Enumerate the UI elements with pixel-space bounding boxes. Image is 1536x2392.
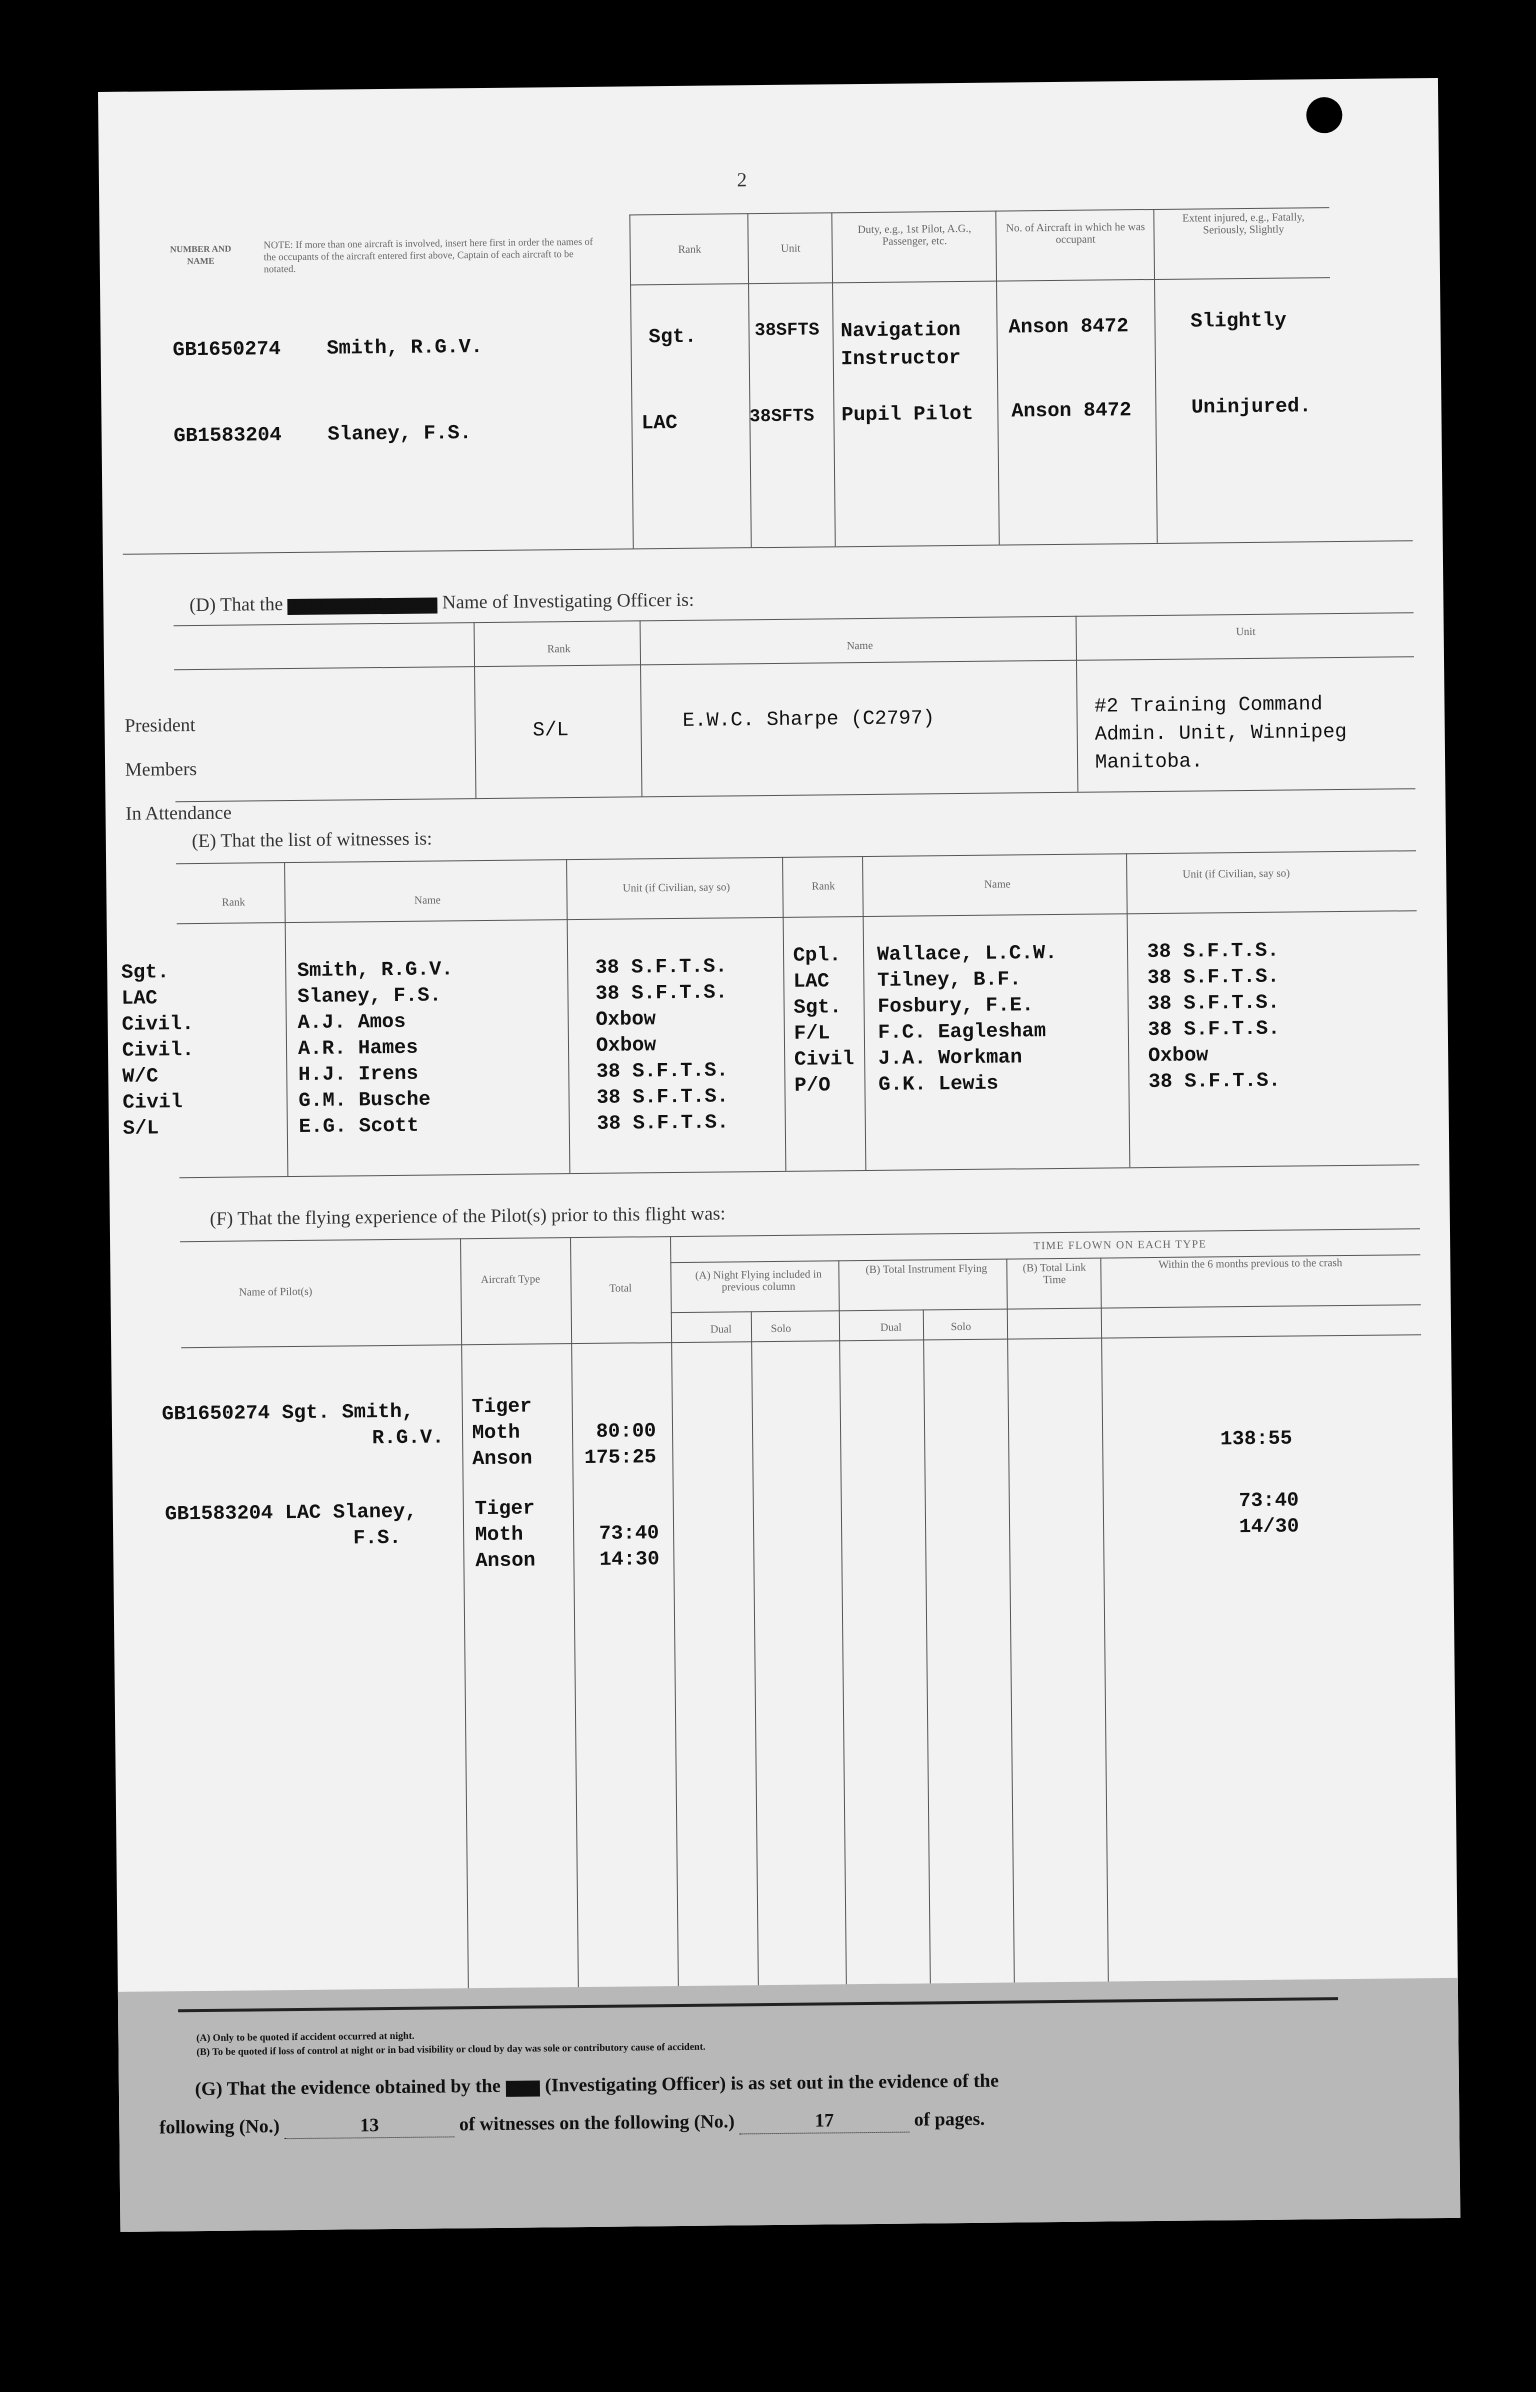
section-g-text-2: (Investigating Officer) is as set out in the evidence of the xyxy=(544,2070,999,2097)
occupant-1-duty: Navigation Instructor xyxy=(840,318,961,372)
footnote-b: (B) To be quoted if loss of control at night or in bad visibility or cloud by day was sole or contributory cause of accident. xyxy=(196,2041,706,2059)
witness-left-unit: 38 S.F.T.S. xyxy=(596,1111,729,1136)
section-d-redaction: XXXXXXXXXXXXXXXX xyxy=(288,597,438,615)
night-flying-header: (A) Night Flying included in previous column xyxy=(695,1268,822,1294)
occupant-1-unit: 38SFTS xyxy=(754,320,820,342)
instrument-solo-header: Solo xyxy=(950,1320,972,1334)
witness-left-rank: Civil. xyxy=(121,1039,195,1063)
role-president: President xyxy=(124,715,196,737)
witness-left-name: E.G. Scott xyxy=(298,1114,419,1139)
pilot-2-type-3: Anson xyxy=(475,1549,536,1574)
witness-rank-header-left: Rank xyxy=(221,896,246,909)
section-d-name-header: Name xyxy=(846,639,874,653)
witness-left-unit: Oxbow xyxy=(595,1008,656,1032)
witness-left-name: A.R. Hames xyxy=(297,1036,419,1061)
col-duty-header: Duty, e.g., 1st Pilot, A.G., Passenger, etc. xyxy=(857,222,972,248)
section-f-heading: (F) That the flying experience of the Pilot(s) prior to this flight was: xyxy=(209,1203,726,1230)
night-dual-header: Dual xyxy=(710,1323,732,1336)
instrument-dual-header: Dual xyxy=(880,1321,902,1334)
witness-right-unit: 38 S.F.T.S. xyxy=(1146,939,1280,965)
witness-name-header-right: Name xyxy=(984,878,1011,891)
total-header: Total xyxy=(609,1282,632,1295)
witness-right-rank: F/L xyxy=(793,1022,831,1046)
investigating-officer-unit-line-2: Admin. Unit, Winnipeg xyxy=(1094,720,1347,747)
section-d-unit-header: Unit xyxy=(1235,625,1256,639)
pilot-1-type-3: Anson xyxy=(472,1447,533,1472)
witness-left-unit: 38 S.F.T.S. xyxy=(596,1059,729,1084)
occupant-2-name: Slaney, F.S. xyxy=(327,422,472,447)
document-page xyxy=(98,78,1460,2232)
witness-left-unit: 38 S.F.T.S. xyxy=(596,1085,729,1110)
witness-left-rank: Sgt. xyxy=(121,961,170,985)
pilot-1-name-line-1: GB1650274 Sgt. Smith, xyxy=(161,1400,415,1427)
witness-right-unit: 38 S.F.T.S. xyxy=(1147,991,1280,1017)
witness-right-unit: 38 S.F.T.S. xyxy=(1147,965,1280,991)
section-g-text-1: (G) That the evidence obtained by the xyxy=(194,2075,501,2101)
page-number: 2 xyxy=(736,169,748,192)
witness-left-unit: Oxbow xyxy=(595,1034,657,1058)
section-g-text-4: of witnesses on the following (No.) xyxy=(459,2111,735,2136)
link-time-header: (B) Total Link Time xyxy=(1022,1261,1087,1287)
pilot-2-six-months-1: 73:40 xyxy=(1238,1489,1299,1514)
witness-right-name: F.C. Eaglesham xyxy=(877,1020,1047,1045)
witness-right-unit: 38 S.F.T.S. xyxy=(1148,1069,1281,1095)
role-in-attendance: In Attendance xyxy=(125,802,232,825)
occupant-2-duty: Pupil Pilot xyxy=(841,402,974,428)
pilot-2-name-line-2: F.S. xyxy=(353,1526,402,1551)
pilot-2-six-months-2: 14/30 xyxy=(1238,1515,1300,1540)
witness-count-field: 13 xyxy=(284,2114,454,2139)
witness-right-name: G.K. Lewis xyxy=(878,1072,999,1097)
section-d-label: (D) That the xyxy=(189,594,284,617)
witness-right-name: Wallace, L.C.W. xyxy=(876,942,1058,967)
section-e-heading: (E) That the list of witnesses is: xyxy=(191,828,433,853)
time-flown-header: TIME FLOWN ON EACH TYPE xyxy=(1033,1238,1207,1253)
section-g-text-5: of pages. xyxy=(914,2108,985,2131)
witness-right-name: Tilney, B.F. xyxy=(877,968,1022,993)
witness-left-unit: 38 S.F.T.S. xyxy=(595,955,728,980)
witness-unit-header-right: Unit (if Civilian, say so) xyxy=(1182,867,1290,881)
pilot-1-total-1: 80:00 xyxy=(595,1420,657,1444)
witness-unit-header-left: Unit (if Civilian, say so) xyxy=(622,881,731,895)
section-g-redaction: Court xyxy=(505,2080,540,2096)
witness-left-name: Smith, R.G.V. xyxy=(297,958,454,983)
section-d-rank-header: Rank xyxy=(547,643,571,656)
witness-left-rank: Civil. xyxy=(121,1013,194,1037)
punch-hole xyxy=(1306,97,1342,133)
col-injury-header: Extent injured, e.g., Fatally, Seriously, Slightly xyxy=(1182,211,1305,237)
witness-left-name: Slaney, F.S. xyxy=(297,984,442,1009)
witness-left-rank: LAC xyxy=(121,987,158,1011)
witness-name-header-left: Name xyxy=(414,894,441,907)
pilot-2-total-2: 14:30 xyxy=(599,1548,660,1572)
witness-rank-header-right: Rank xyxy=(811,880,836,893)
witness-right-rank: Civil xyxy=(794,1048,855,1072)
pilot-1-type-1: Tiger xyxy=(471,1395,532,1420)
col-aircraft-header: No. of Aircraft in which he was occupant xyxy=(1005,221,1146,246)
occupant-2-number: GB1583204 xyxy=(173,424,282,449)
pilot-2-total-1: 73:40 xyxy=(599,1522,660,1546)
witness-left-name: H.J. Irens xyxy=(298,1062,419,1087)
pilot-2-type-1: Tiger xyxy=(474,1497,535,1522)
role-members: Members xyxy=(124,759,197,781)
witness-right-unit: Oxbow xyxy=(1148,1044,1209,1069)
investigating-officer-unit-line-1: #2 Training Command xyxy=(1094,693,1323,719)
night-solo-header: Solo xyxy=(770,1322,792,1336)
pilot-1-six-months: 138:55 xyxy=(1220,1427,1293,1452)
occupant-2-unit: 38SFTS xyxy=(749,406,815,428)
investigating-officer-rank: S/L xyxy=(532,719,569,743)
witness-right-rank: P/O xyxy=(794,1074,831,1098)
witness-left-rank: S/L xyxy=(122,1117,159,1141)
section-d-heading xyxy=(189,590,694,617)
col-unit-header: Unit xyxy=(780,242,801,255)
occupant-1-name: Smith, R.G.V. xyxy=(326,335,483,361)
six-months-header: Within the 6 months previous to the crash xyxy=(1158,1257,1343,1271)
witness-left-unit: 38 S.F.T.S. xyxy=(595,981,728,1006)
witness-left-rank: W/C xyxy=(122,1065,159,1089)
pilot-2-type-2: Moth xyxy=(475,1523,524,1548)
occupants-note: NOTE: If more than one aircraft is involved, insert here first in order the names of the occupants of the aircraft entered first above, Captain of each aircraft to be notated. xyxy=(263,236,594,276)
occupant-2-aircraft: Anson 8472 xyxy=(1011,399,1132,424)
occupant-2-injury: Uninjured. xyxy=(1191,395,1312,420)
witness-left-name: A.J. Amos xyxy=(297,1010,406,1035)
occupant-1-aircraft: Anson 8472 xyxy=(1008,315,1129,340)
witness-right-name: Fosbury, F.E. xyxy=(877,994,1034,1019)
col-rank-header: Rank xyxy=(677,243,702,256)
witness-left-rank: Civil xyxy=(122,1091,183,1115)
pilot-1-total-2: 175:25 xyxy=(584,1446,657,1470)
section-g-text-3: following (No.) xyxy=(159,2116,280,2139)
pilot-1-type-2: Moth xyxy=(471,1421,521,1446)
pilot-2-name-line-1: GB1583204 LAC Slaney, xyxy=(164,1500,418,1527)
section-d-label-rest: Name of Investigating Officer is: xyxy=(442,589,695,614)
witness-left-name: G.M. Busche xyxy=(298,1088,431,1113)
occupant-1-number: GB1650274 xyxy=(172,338,281,363)
witness-right-rank: Cpl. xyxy=(792,944,842,968)
instrument-flying-header: (B) Total Instrument Flying xyxy=(865,1262,988,1277)
pilot-name-header: Name of Pilot(s) xyxy=(238,1285,313,1299)
occupant-1-rank: Sgt. xyxy=(648,325,697,350)
witness-right-rank: Sgt. xyxy=(793,996,842,1020)
investigating-officer-unit-line-3: Manitoba. xyxy=(1094,750,1204,775)
footer-shaded-area xyxy=(118,1978,1460,2232)
aircraft-type-header: Aircraft Type xyxy=(480,1273,541,1287)
pilot-1-name-line-2: R.G.V. xyxy=(371,1426,445,1451)
witness-right-rank: LAC xyxy=(793,970,830,994)
witness-right-unit: 38 S.F.T.S. xyxy=(1147,1017,1281,1043)
witness-right-name: J.A. Workman xyxy=(878,1046,1023,1071)
occupant-1-injury: Slightly xyxy=(1190,309,1287,334)
page-count-field: 17 xyxy=(739,2110,909,2135)
number-and-name-label: NUMBER AND NAME xyxy=(169,243,232,267)
footnote-a: (A) Only to be quoted if accident occurred at night. xyxy=(196,2030,415,2045)
occupant-2-rank: LAC xyxy=(641,411,678,436)
investigating-officer-name: E.W.C. Sharpe (C2797) xyxy=(682,707,935,733)
